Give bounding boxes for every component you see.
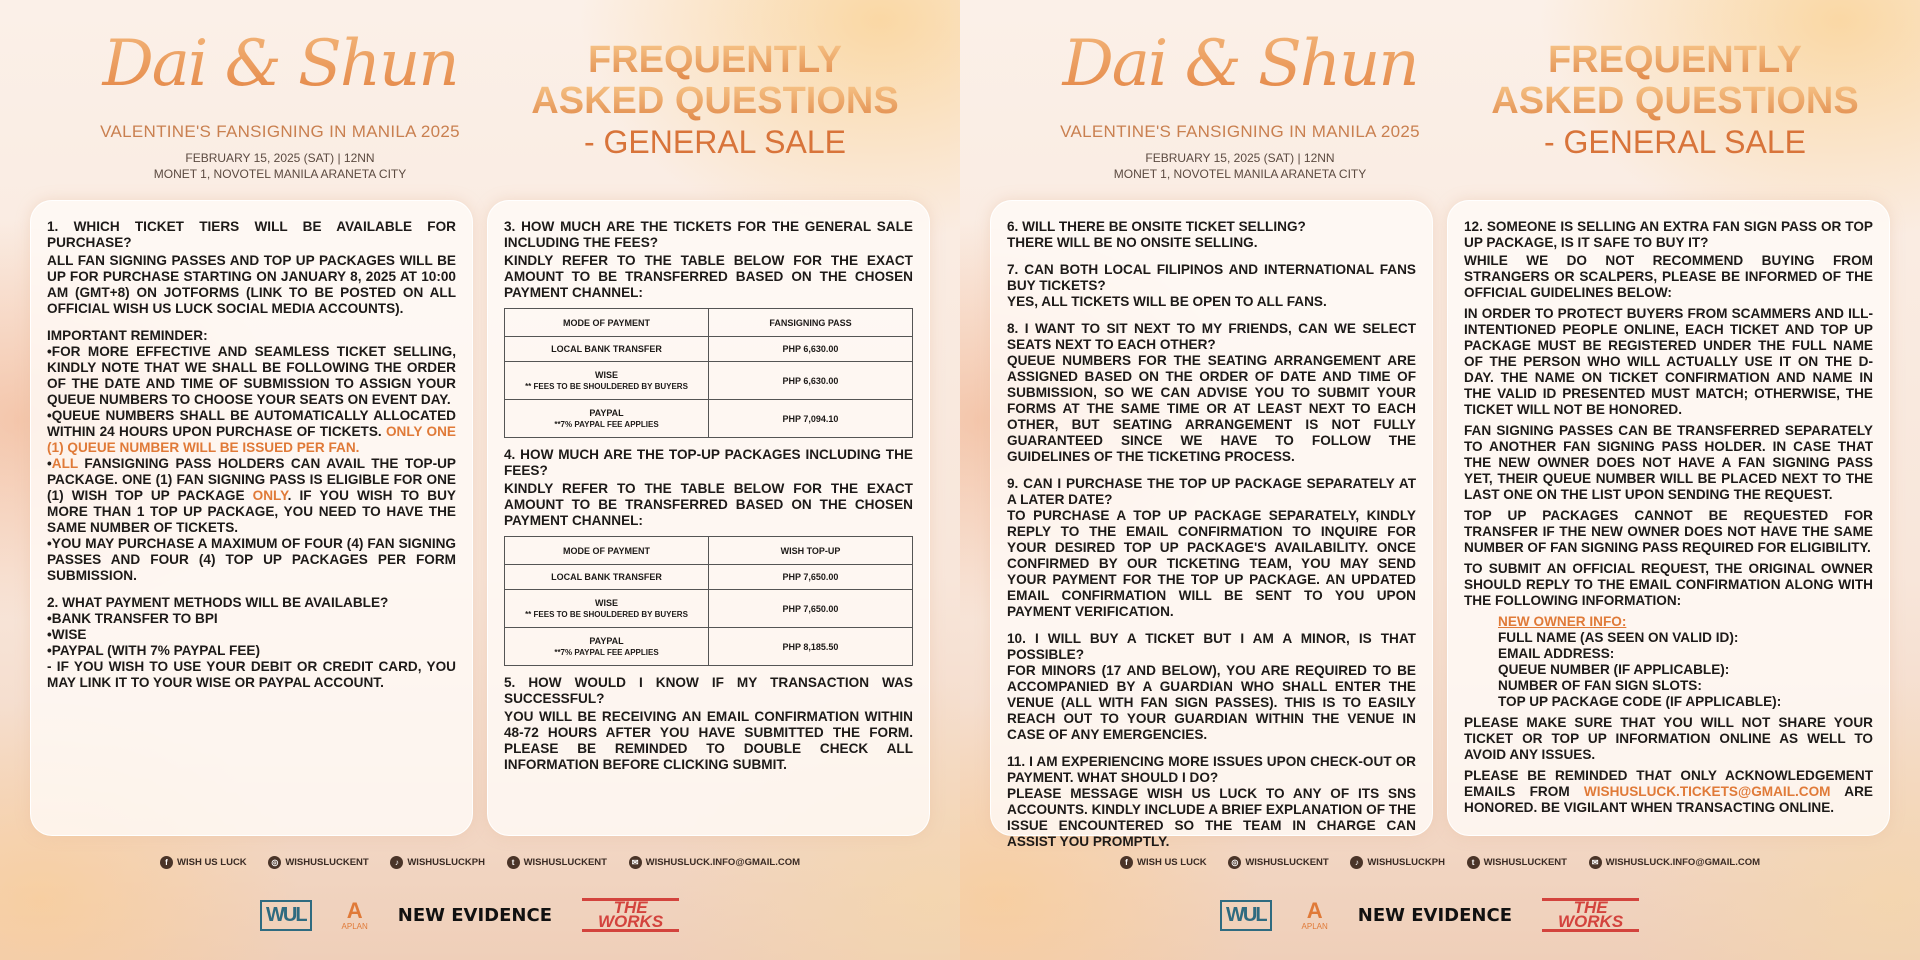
social-link[interactable]: [507, 856, 607, 869]
twitter-icon: t: [507, 856, 520, 869]
price-cell: PHP 6,630.00: [709, 337, 913, 362]
new-evidence-logo: NEW EVIDENCE: [1357, 904, 1512, 926]
faq-panel-4: [1447, 200, 1890, 836]
payment-mode-cell: [505, 628, 709, 666]
payment-mode: WISE: [594, 370, 618, 380]
faq-text: WHILE WE DO NOT RECOMMEND BUYING FROM STRANGERS OR SCALPERS, PLEASE BE INFORMED OF THE OFFICIAL GUIDELINES BELOW:: [1464, 253, 1873, 300]
faq-title-line1: FREQUENTLY: [1480, 40, 1870, 81]
email-icon: ✉: [629, 856, 642, 869]
faq-text: 8. I WANT TO SIT NEXT TO MY FRIENDS, CAN WE SELECT SEATS NEXT TO EACH OTHER?: [1007, 321, 1416, 352]
the-works-bottom: WORKS: [1558, 912, 1624, 931]
spacer: [1007, 620, 1416, 631]
social-link[interactable]: [1228, 856, 1328, 869]
faq-title-line3: - GENERAL SALE: [583, 124, 846, 160]
faq-text: •BANK TRANSFER TO BPI: [47, 611, 218, 626]
faq-text: - IF YOU WISH TO USE YOUR DEBIT OR CREDIT CARD, YOU MAY LINK IT TO YOUR WISE OR PAYPAL ACCOUNT.: [47, 659, 456, 690]
faq-text: 7. CAN BOTH LOCAL FILIPINOS AND INTERNATIONAL FANS BUY TICKETS?: [1007, 262, 1416, 293]
table-header-row: [505, 537, 913, 565]
new-owner-field: EMAIL ADDRESS:: [1498, 646, 1615, 661]
faq-text: IN ORDER TO PROTECT BUYERS FROM SCAMMERS AND ILL-INTENTIONED PEOPLE ONLINE, EACH TICKET AND TOP UP PACKAGE MUST BE REGISTERED UNDER THE FULL NAME OF THE PERSON WHO WILL ACTUALLY USE IT ON THE D-DAY. THE NAME ON TICKET CONFIRMATION AND NAME IN THE VALID ID PRESENTED MUST MATCH; OTHERWISE, THE TICKET WILL NOT BE HONORED.: [1464, 306, 1873, 417]
spacer: [1007, 743, 1416, 754]
spacer: [1007, 251, 1416, 262]
faq-text: 2. WHAT PAYMENT METHODS WILL BE AVAILABLE?: [47, 595, 389, 610]
social-link[interactable]: [629, 856, 800, 869]
payment-mode: LOCAL BANK TRANSFER: [551, 572, 662, 582]
social-label: WISHUSLUCK.INFO@GMAIL.COM: [645, 857, 800, 868]
faq-title: [520, 40, 910, 163]
the-works-top: THE: [1573, 898, 1608, 917]
social-label: WISHUSLUCKENT: [285, 857, 369, 868]
event-venue: MONET 1, NOVOTEL MANILA ARANETA CITY: [1113, 167, 1367, 181]
payment-mode-cell: [505, 400, 709, 438]
spacer: [47, 584, 456, 595]
price-cell: PHP 7,650.00: [709, 590, 913, 628]
social-label: WISH US LUCK: [1137, 857, 1207, 868]
table-header-cell: MODE OF PAYMENT: [505, 309, 709, 337]
text-run: •QUEUE NUMBERS SHALL BE AUTOMATICALLY ALLOCATED WITHIN 24 HOURS UPON PURCHASE OF TICKETS.: [47, 408, 456, 439]
social-link[interactable]: [1120, 856, 1207, 869]
table-row: [505, 565, 913, 590]
faq-text: TO PURCHASE A TOP UP PACKAGE SEPARATELY, KINDLY REPLY TO THE EMAIL CONFIRMATION TO INQUIRE FOR YOUR DESIRED TOP UP PACKAGE'S AVAILABILITY. ONCE CONFIRMED BY OUR TICKETING TEAM, YOU MAY SEND YOUR PAYMENT FOR THE TOP UP PACKAGE. AN UPDATED EMAIL CONFIRMATION WILL BE SENT TO YOU UPON PAYMENT VERIFICATION.: [1007, 508, 1416, 619]
faq-title-line1: FREQUENTLY: [520, 40, 910, 81]
price-table: [504, 308, 913, 438]
faq-text: PLEASE MESSAGE WISH US LUCK TO ANY OF ITS SNS ACCOUNTS. KINDLY INCLUDE A BRIEF EXPLANATION OF THE ISSUE ENCOUNTERED SO THE TEAM IN CHARGE CAN ASSIST YOU PROMPTLY.: [1007, 786, 1416, 849]
payment-mode: WISE: [594, 598, 618, 608]
table-row: [505, 400, 913, 438]
faq-panel-1: [30, 200, 473, 836]
the-works-logo: [582, 898, 679, 932]
wul-logo: WUL: [260, 900, 312, 931]
faq-text: QUEUE NUMBERS FOR THE SEATING ARRANGEMENT ARE ASSIGNED BASED ON THE ORDER OF DATE AND TIME OF SUBMISSION, SO WE CAN ADVISE YOU TO SUBMIT YOUR FORMS AT THE SAME TIME OR AT LEAST NEXT TO EACH OTHER, BUT SEATING ARRANGEMENT IS NOT FULLY GUARANTEED SINCE WE HAVE TO FOLLOW THE GUIDELINES OF THE TICKETING PROCESS.: [1007, 353, 1416, 464]
social-label: WISHUSLUCKPH: [1367, 857, 1445, 868]
price-cell: PHP 8,185.50: [709, 628, 913, 666]
new-owner-field: QUEUE NUMBER (IF APPLICABLE):: [1498, 662, 1730, 677]
aplan-logo: [341, 897, 368, 931]
social-label: WISHUSLUCKENT: [1245, 857, 1329, 868]
faq-panel-2: [487, 200, 930, 836]
text-run: PLEASE BE REMINDED THAT ONLY ACKNOWLEDGEMENT EMAILS FROM: [1464, 768, 1873, 799]
social-links: [1120, 856, 1760, 869]
table-row: [505, 628, 913, 666]
event-brand: [1020, 14, 1460, 182]
faq-text: TO SUBMIT AN OFFICIAL REQUEST, THE ORIGINAL OWNER SHOULD REPLY TO THE EMAIL CONFIRMATION ALONG WITH THE FOLLOWING INFORMATION:: [1464, 561, 1873, 608]
new-owner-field: NUMBER OF FAN SIGN SLOTS:: [1498, 678, 1702, 693]
faq-question: 1. WHICH TICKET TIERS WILL BE AVAILABLE FOR PURCHASE?: [47, 219, 456, 250]
social-link[interactable]: [390, 856, 485, 869]
price-cell: PHP 6,630.00: [709, 362, 913, 400]
faq-question: 4. HOW MUCH ARE THE TOP-UP PACKAGES INCLUDING THE FEES?: [504, 447, 913, 478]
table-row: [505, 590, 913, 628]
payment-mode: PAYPAL: [589, 636, 624, 646]
payment-mode-cell: [505, 337, 709, 362]
spacer: [1007, 310, 1416, 321]
table-header-row: [505, 309, 913, 337]
highlight-text: ONLY ONE (1) QUEUE NUMBER WILL BE ISSUED PER FAN.: [47, 424, 456, 455]
new-owner-field: FULL NAME (AS SEEN ON VALID ID):: [1498, 630, 1739, 645]
spacer: [1007, 465, 1416, 476]
faq-question: 12. SOMEONE IS SELLING AN EXTRA FAN SIGN PASS OR TOP UP PACKAGE, IS IT SAFE TO BUY IT?: [1464, 219, 1873, 250]
price-table: [504, 536, 913, 666]
payment-note: **7% PAYPAL FEE APPLIES: [554, 420, 659, 429]
faq-panel-3: [990, 200, 1433, 849]
faq-text: PLEASE MAKE SURE THAT YOU WILL NOT SHARE YOUR TICKET OR TOP UP INFORMATION ONLINE AS WELL TO AVOID ANY ISSUES.: [1464, 715, 1873, 762]
faq-text: [47, 456, 456, 536]
social-label: WISHUSLUCKENT: [1483, 857, 1567, 868]
the-works-bottom: WORKS: [598, 912, 664, 931]
tiktok-icon: ♪: [390, 856, 403, 869]
faq-text: •PAYPAL (WITH 7% PAYPAL FEE): [47, 643, 260, 658]
faq-text: 6. WILL THERE BE ONSITE TICKET SELLING?: [1007, 219, 1306, 234]
aplan-mark: A: [1306, 897, 1323, 923]
social-label: WISHUSLUCK.INFO@GMAIL.COM: [1605, 857, 1760, 868]
event-venue: MONET 1, NOVOTEL MANILA ARANETA CITY: [153, 167, 407, 181]
price-cell: PHP 7,650.00: [709, 565, 913, 590]
social-links: [160, 856, 800, 869]
social-link[interactable]: [160, 856, 247, 869]
payment-note: **7% PAYPAL FEE APPLIES: [554, 648, 659, 657]
aplan-logo: [1301, 897, 1328, 931]
aplan-mark: A: [346, 897, 363, 923]
page-right: [960, 0, 1920, 960]
payment-mode-cell: [505, 362, 709, 400]
highlight-text: ALL: [51, 456, 78, 471]
social-label: WISH US LUCK: [177, 857, 247, 868]
faq-text: 10. I WILL BUY A TICKET BUT I AM A MINOR, IS THAT POSSIBLE?: [1007, 631, 1416, 662]
sponsor-logos: [1220, 898, 1660, 932]
new-evidence-logo: NEW EVIDENCE: [397, 904, 552, 926]
price-cell: PHP 7,094.10: [709, 400, 913, 438]
email-link: WISHUSLUCK.TICKETS@GMAIL.COM: [1583, 784, 1831, 799]
faq-text: [1464, 768, 1873, 816]
payment-mode-cell: [505, 565, 709, 590]
table-header-cell: MODE OF PAYMENT: [505, 537, 709, 565]
table-header-cell: FANSIGNING PASS: [709, 309, 913, 337]
new-owner-heading: NEW OWNER INFO:: [1498, 614, 1627, 629]
text-run: FANSIGNING PASS HOLDERS CAN AVAIL THE TOP-UP PACKAGE. ONE (1) FAN SIGNING PASS IS ELIGIBLE FOR ONE (1) WISH TOP UP PACKAGE: [47, 456, 456, 503]
sponsor-logos: [260, 898, 700, 932]
instagram-icon: ◎: [268, 856, 281, 869]
faq-text: •FOR MORE EFFECTIVE AND SEAMLESS TICKET SELLING, KINDLY NOTE THAT WE SHALL BE FOLLOWING THE ORDER OF THE DATE AND TIME OF SUBMISSION TO ASSIGN YOUR QUEUE NUMBERS TO CHOOSE YOUR SEATS ON EVENT DAY.: [47, 344, 456, 407]
faq-title-line2: ASKED QUESTIONS: [1480, 81, 1870, 122]
table-header-cell: WISH TOP-UP: [709, 537, 913, 565]
brand-title: Dai & Shun: [1020, 14, 1460, 114]
social-label: WISHUSLUCKPH: [407, 857, 485, 868]
faq-text: •YOU MAY PURCHASE A MAXIMUM OF FOUR (4) FAN SIGNING PASSES AND FOUR (4) TOP UP PACKAGES PER FORM SUBMISSION.: [47, 536, 456, 583]
faq-text: FAN SIGNING PASSES CAN BE TRANSFERRED SEPARATELY TO ANOTHER FAN SIGNING PASS HOLDER. IN CASE THAT THE NEW OWNER DOES NOT HAVE A FAN SIGNING PASS YET, THEIR QUEUE NUMBER WILL BE PLACED NEXT TO THE LAST ONE ON THE LIST UPON SENDING THE REQUEST.: [1464, 423, 1873, 502]
social-link[interactable]: [1467, 856, 1567, 869]
table-row: [505, 337, 913, 362]
faq-text: FOR MINORS (17 AND BELOW), YOU ARE REQUIRED TO BE ACCOMPANIED BY A GUARDIAN WHO SHALL ENTER THE VENUE (ALL WITH FAN SIGN PASSES). THIS IS TO EASILY REACH OUT TO YOUR GUARDIAN WITHIN THE VENUE IN CASE OF ANY EMERGENCIES.: [1007, 663, 1416, 742]
the-works-top: THE: [613, 898, 648, 917]
event-date: FEBRUARY 15, 2025 (SAT) | 12NN: [1145, 151, 1335, 165]
text-run: ARE HONORED. BE VIGILANT WHEN TRANSACTING ONLINE.: [1464, 784, 1873, 815]
email-icon: ✉: [1589, 856, 1602, 869]
faq-text: [47, 408, 456, 456]
twitter-icon: t: [1467, 856, 1480, 869]
highlight-text: ONLY: [252, 488, 288, 503]
aplan-label: APLAN: [341, 921, 368, 931]
social-label: WISHUSLUCKENT: [523, 857, 607, 868]
faq-title-line3: - GENERAL SALE: [1543, 124, 1806, 160]
faq-text: YOU WILL BE RECEIVING AN EMAIL CONFIRMATION WITHIN 48-72 HOURS AFTER YOU HAVE SUBMITTED THE FORM. PLEASE BE REMINDED TO DOUBLE CHECK ALL INFORMATION BEFORE CLICKING SUBMIT.: [504, 709, 913, 772]
payment-note: ** FEES TO BE SHOULDERED BY BUYERS: [525, 610, 688, 619]
social-link[interactable]: [1589, 856, 1760, 869]
faq-text: 11. I AM EXPERIENCING MORE ISSUES UPON CHECK-OUT OR PAYMENT. WHAT SHOULD I DO?: [1007, 754, 1416, 785]
payment-mode-cell: [505, 590, 709, 628]
faq-text: 9. CAN I PURCHASE THE TOP UP PACKAGE SEPARATELY AT A LATER DATE?: [1007, 476, 1416, 507]
tiktok-icon: ♪: [1350, 856, 1363, 869]
faq-text: THERE WILL BE NO ONSITE SELLING.: [1007, 235, 1258, 250]
event-date: FEBRUARY 15, 2025 (SAT) | 12NN: [185, 151, 375, 165]
faq-text: TOP UP PACKAGES CANNOT BE REQUESTED FOR TRANSFER IF THE NEW OWNER DOES NOT HAVE THE SAME NUMBER OF FAN SIGNING PASS REQUIRED FOR ELIGIBILITY.: [1464, 508, 1873, 555]
spacer: [47, 317, 456, 328]
instagram-icon: ◎: [1228, 856, 1241, 869]
event-brand: [60, 14, 500, 182]
faq-title: [1480, 40, 1870, 163]
faq-text: YES, ALL TICKETS WILL BE OPEN TO ALL FANS.: [1007, 294, 1327, 309]
event-subtitle: VALENTINE'S FANSIGNING IN MANILA 2025: [1060, 122, 1420, 141]
faq-question: 5. HOW WOULD I KNOW IF MY TRANSACTION WAS SUCCESSFUL?: [504, 675, 913, 706]
payment-mode: LOCAL BANK TRANSFER: [551, 344, 662, 354]
payment-mode: PAYPAL: [589, 408, 624, 418]
wul-logo: WUL: [1220, 900, 1272, 931]
brand-title: Dai & Shun: [60, 14, 500, 114]
faq-text: KINDLY REFER TO THE TABLE BELOW FOR THE EXACT AMOUNT TO BE TRANSFERRED BASED ON THE CHOSEN PAYMENT CHANNEL:: [504, 253, 913, 300]
text-run: •: [47, 456, 52, 471]
table-row: [505, 362, 913, 400]
faq-text: IMPORTANT REMINDER:: [47, 328, 208, 343]
faq-text: ALL FAN SIGNING PASSES AND TOP UP PACKAGES WILL BE UP FOR PURCHASE STARTING ON JANUARY 8, 2025 AT 10:00 AM (GMT+8) ON JOTFORMS (LINK TO BE POSTED ON ALL OFFICIAL WISH US LUCK SOCIAL MEDIA ACCOUNTS).: [47, 253, 456, 316]
faq-text: KINDLY REFER TO THE TABLE BELOW FOR THE EXACT AMOUNT TO BE TRANSFERRED BASED ON THE CHOSEN PAYMENT CHANNEL:: [504, 481, 913, 528]
faq-title-line2: ASKED QUESTIONS: [520, 81, 910, 122]
text-run: . IF YOU WISH TO BUY MORE THAN 1 TOP UP PACKAGE, YOU NEED TO HAVE THE SAME NUMBER OF TICKETS.: [47, 488, 456, 535]
facebook-icon: f: [1120, 856, 1133, 869]
social-link[interactable]: [1350, 856, 1445, 869]
the-works-logo: [1542, 898, 1639, 932]
faq-question: 3. HOW MUCH ARE THE TICKETS FOR THE GENERAL SALE INCLUDING THE FEES?: [504, 219, 913, 250]
payment-note: ** FEES TO BE SHOULDERED BY BUYERS: [525, 382, 688, 391]
facebook-icon: f: [160, 856, 173, 869]
faq-text: •WISE: [47, 627, 87, 642]
social-link[interactable]: [268, 856, 368, 869]
new-owner-field: TOP UP PACKAGE CODE (IF APPLICABLE):: [1498, 694, 1782, 709]
event-subtitle: VALENTINE'S FANSIGNING IN MANILA 2025: [100, 122, 460, 141]
aplan-label: APLAN: [1301, 921, 1328, 931]
